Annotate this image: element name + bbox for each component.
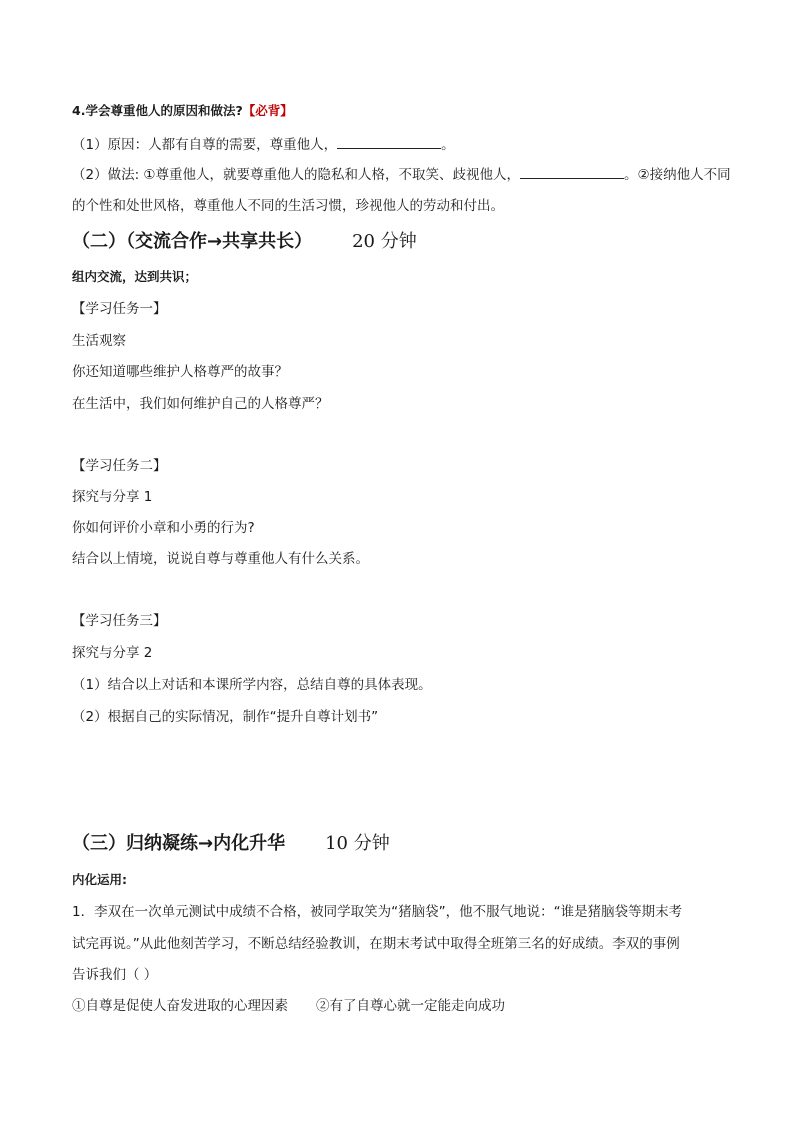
- question1-line-3: 告诉我们（ ）: [72, 967, 158, 983]
- q4-title: 4.学会尊重他人的原因和做法?: [72, 103, 243, 118]
- task2-question-2: 结合以上情境，说说自尊与尊重他人有什么关系。: [72, 551, 369, 567]
- task3-question-2: （2）根据自己的实际情况，制作“提升自尊计划书”: [72, 709, 379, 725]
- task3-title: 【学习任务三】: [72, 613, 167, 629]
- section3-title: （三）归纳凝练→内化升华: [72, 833, 286, 854]
- q4-reason-text: （1）原因：人都有自尊的需要，尊重他人，: [72, 137, 338, 153]
- question1-line-2: 试完再说。”从此他刻苦学习，不断总结经验教训，在期末考试中取得全班第三名的好成绩。李双的事例: [72, 936, 680, 952]
- task1-subtitle: 生活观察: [72, 333, 126, 349]
- must-memorize-tag: 【必背】: [242, 103, 293, 118]
- task1-question-1: 你还知道哪些维护人格尊严的故事？: [72, 364, 288, 380]
- section3-time: 10 分钟: [325, 833, 390, 854]
- section3-intro: 内化运用:: [72, 872, 127, 887]
- task3-question-1: （1）结合以上对话和本课所学内容，总结自尊的具体表现。: [72, 677, 432, 693]
- task2-subtitle: 探究与分享 1: [72, 489, 153, 505]
- section2-heading: [72, 230, 417, 254]
- q4-method-line: [72, 164, 731, 185]
- q4-method-continuation: 的个性和处世风格，尊重他人不同的生活习惯，珍视他人的劳动和付出。: [72, 198, 504, 214]
- q4-method-suffix: 。②接纳他人不同: [624, 167, 731, 183]
- task3-subtitle: 探究与分享 2: [72, 645, 153, 661]
- question1-options: [72, 996, 505, 1016]
- section3-heading: [72, 832, 390, 856]
- question1-line-1: 1．李双在一次单元测试中成绩不合格，被同学取笑为“猪脑袋”，他不服气地说：“谁是猪脑袋等期末考: [72, 904, 683, 920]
- q4-reason-line: [72, 134, 455, 155]
- section2-time: 20 分钟: [352, 231, 417, 252]
- option-2: ②有了自尊心就一定能走向成功: [316, 998, 505, 1014]
- task2-question-1: 你如何评价小章和小勇的行为?: [72, 520, 255, 536]
- answer-blank: [337, 134, 441, 149]
- answer-blank: [520, 164, 624, 179]
- section2-title: （二）（交流合作→共享共长）: [72, 231, 313, 252]
- task2-title: 【学习任务二】: [72, 458, 167, 474]
- q4-reason-suffix: 。: [441, 137, 455, 153]
- q4-title-line: [72, 101, 293, 121]
- task1-question-2: 在生活中，我们如何维护自己的人格尊严？: [72, 396, 329, 412]
- section2-intro: 组内交流，达到共识；: [72, 269, 198, 284]
- task1-title: 【学习任务一】: [72, 301, 167, 317]
- option-1: ①自尊是促使人奋发进取的心理因素: [72, 998, 288, 1014]
- q4-method-text: （2）做法: ①尊重他人，就要尊重他人的隐私和人格，不取笑、歧视他人，: [72, 167, 521, 183]
